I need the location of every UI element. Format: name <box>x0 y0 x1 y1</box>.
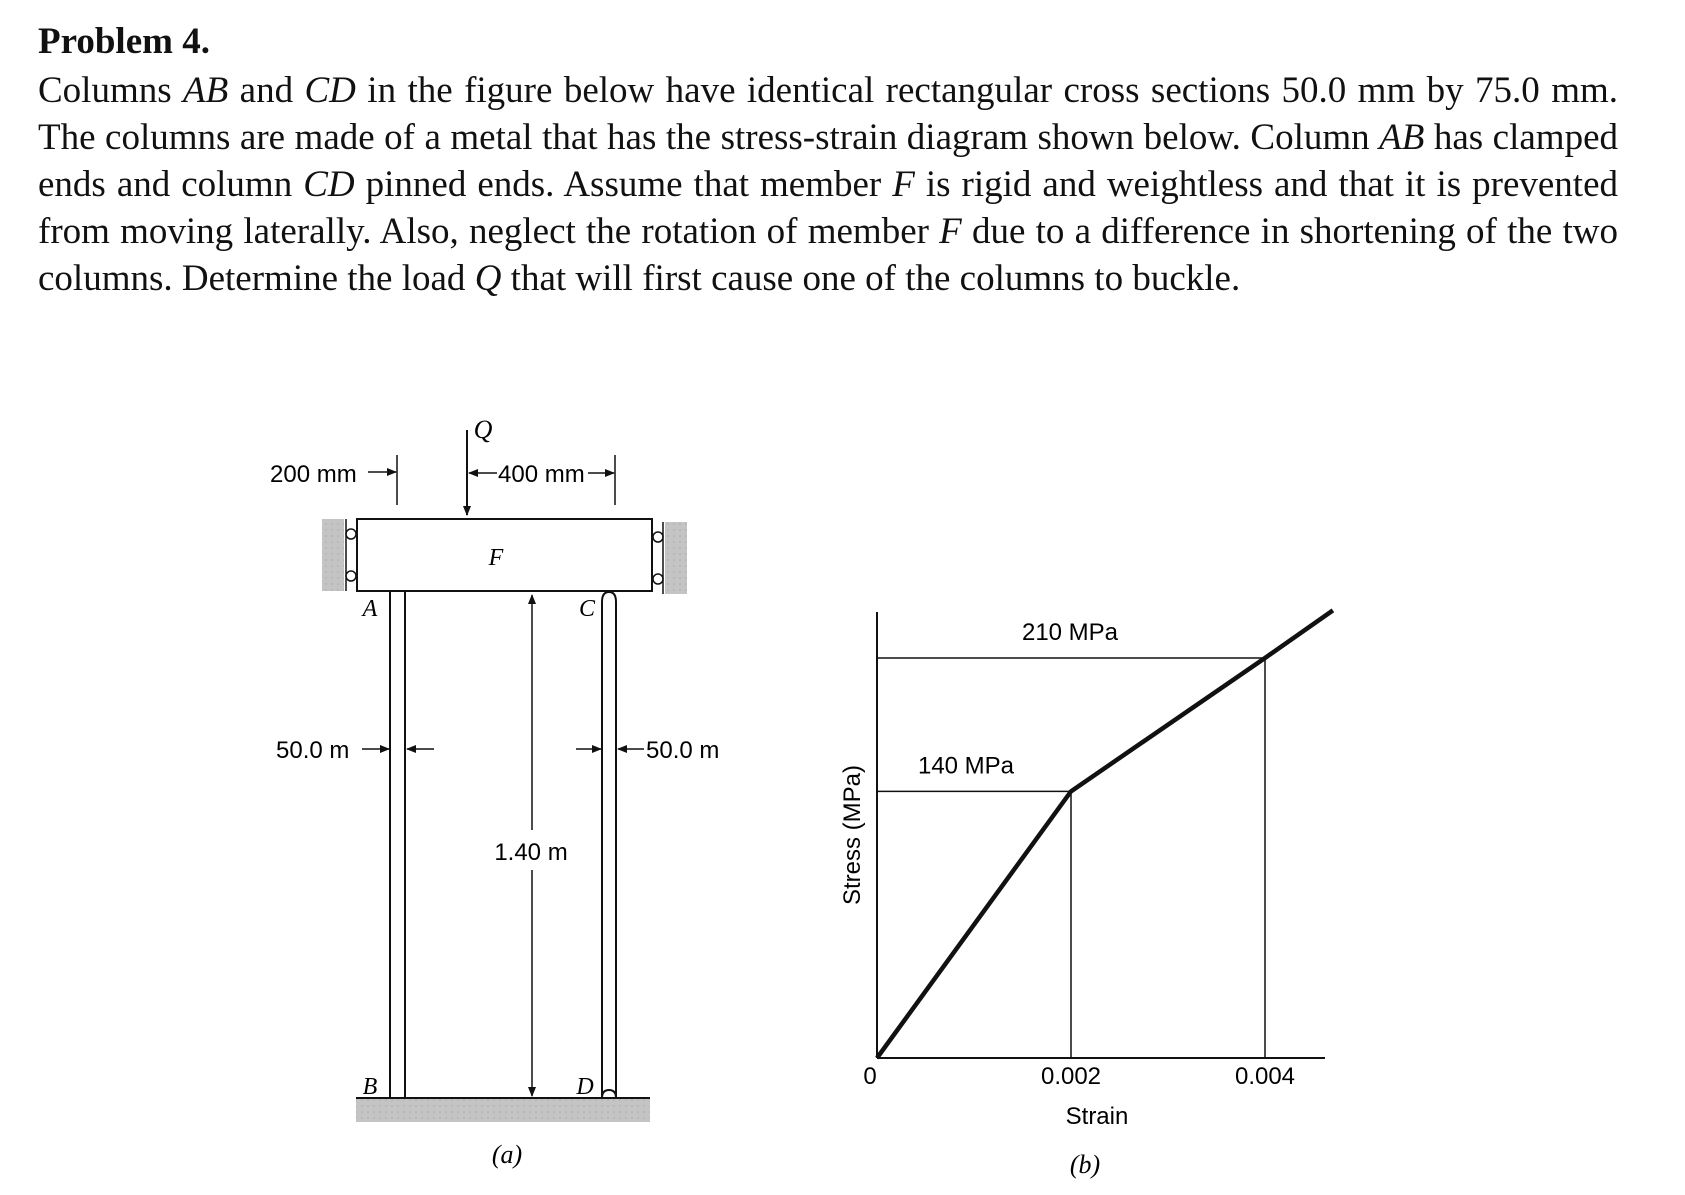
member-f <box>357 519 652 591</box>
left-wall <box>322 519 344 591</box>
label-b: B <box>362 1074 378 1100</box>
left-rollers <box>346 519 356 591</box>
y-axis-label: Stress (MPa) <box>839 764 866 906</box>
italic-symbol: F <box>892 164 915 205</box>
right-wall <box>665 522 687 594</box>
label-c: C <box>578 596 596 622</box>
italic-symbol: CD <box>303 164 355 205</box>
problem-statement: Columns AB and CD in the figure below have identical rectangular cross sections 50.0 mm by 75.0 mm. The columns are made of a metal that has the stress-strain diagram shown below. Column AB has clamped ends and column CD pinned ends. Assume that member F is rigid and weightless and that it is prevented from moving laterally. Also, neglect the rotation of member F due to a difference in shortening of the two columns. Determine the load Q that will first cause one of the columns to buckle. <box>38 70 1618 299</box>
figure-a <box>270 415 719 1169</box>
italic-symbol: Q <box>474 258 502 299</box>
width-right: 50.0 m <box>646 737 720 764</box>
problem-title: Problem 4. <box>38 21 210 62</box>
dim-height: 1.40 m <box>494 839 568 866</box>
x-tick-label: 0.004 <box>1234 1063 1296 1090</box>
dim-400mm: 400 mm <box>498 461 585 488</box>
caption-b: (b) <box>1069 1150 1101 1179</box>
load-label: Q <box>473 415 493 444</box>
width-left: 50.0 m <box>276 737 350 764</box>
italic-symbol: AB <box>1379 117 1425 158</box>
italic-symbol: CD <box>304 70 356 111</box>
x-tick-label: 0.002 <box>1040 1063 1102 1090</box>
column-cd <box>602 592 616 1098</box>
x-axis-label: Strain <box>1065 1103 1129 1130</box>
annotation-140mpa: 140 MPa <box>917 752 1015 780</box>
annotation-210mpa: 210 MPa <box>1021 619 1119 646</box>
dim-200mm: 200 mm <box>270 461 357 488</box>
italic-symbol: AB <box>183 70 229 111</box>
member-f-label: F <box>488 545 504 571</box>
right-rollers <box>653 522 663 594</box>
ground <box>356 1098 650 1122</box>
caption-a: (a) <box>491 1140 523 1169</box>
label-d: D <box>576 1074 594 1100</box>
italic-symbol: F <box>939 211 962 252</box>
x-tick-label: 0 <box>863 1063 877 1090</box>
column-ab <box>390 591 405 1098</box>
figure-b-chart <box>839 610 1333 1179</box>
label-a: A <box>362 596 378 622</box>
